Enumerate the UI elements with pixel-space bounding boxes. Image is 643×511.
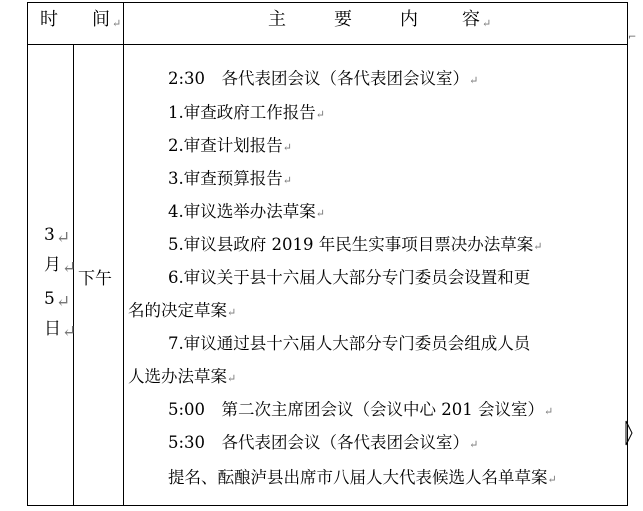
time-period: 下午 [78, 269, 112, 289]
paragraph-mark: ↵ [56, 228, 71, 248]
header-content-char-3: 内 [400, 9, 418, 30]
content-line: 4.审议选举办法草案↵ [168, 202, 325, 221]
paragraph-mark: ↵ [62, 258, 77, 278]
row-resize-handle[interactable] [624, 420, 634, 446]
content-line: 名的决定草案↵ [128, 301, 237, 320]
header-content-char-4: 容 [462, 9, 480, 30]
content-line: 6.审议关于县十六届人大部分专门委员会设置和更 [168, 268, 531, 287]
corner-mark-icon: ⌐ [628, 32, 637, 43]
date-char: 5 [44, 289, 55, 309]
header-time-char-2: 间 [92, 9, 110, 30]
date-char: 3 [44, 225, 55, 245]
header-content-char-2: 要 [334, 9, 352, 30]
content-line: 7.审议通过县十六届人大部分专门委员会组成人员 [168, 334, 531, 353]
paragraph-mark: ↵ [62, 322, 77, 342]
time-column-divider [123, 2, 124, 506]
table-top-border [27, 2, 627, 3]
date-char: 日 [44, 319, 61, 339]
content-line: 5:00 第二次主席团会议（会议中心 201 会议室）↵ [168, 400, 554, 419]
content-line: 人选办法草案↵ [128, 367, 237, 386]
table-bottom-border [27, 505, 627, 506]
content-line: 5:30 各代表团会议（各代表团会议室）↵ [168, 433, 479, 452]
table-left-border [27, 2, 28, 506]
content-line: 2.审查计划报告↵ [168, 136, 292, 155]
content-line: 5.审议县政府 2019 年民生实事项目票决办法草案↵ [168, 235, 543, 254]
content-line: 提名、酝酿泸县出席市八届人大代表候选人名单草案↵ [168, 468, 557, 487]
header-bottom-border [27, 44, 627, 45]
date-char: 月 [44, 255, 61, 275]
content-line: 2:30 各代表团会议（各代表团会议室）↵ [168, 69, 479, 88]
paragraph-mark: ↵ [482, 17, 492, 30]
content-line: 3.审查预算报告↵ [168, 169, 292, 188]
paragraph-mark: ↵ [112, 17, 122, 30]
content-line: 1.审查政府工作报告↵ [168, 103, 325, 122]
header-time-char-1: 时 [40, 9, 58, 30]
paragraph-mark: ↵ [56, 292, 71, 312]
header-content-char-1: 主 [268, 9, 286, 30]
